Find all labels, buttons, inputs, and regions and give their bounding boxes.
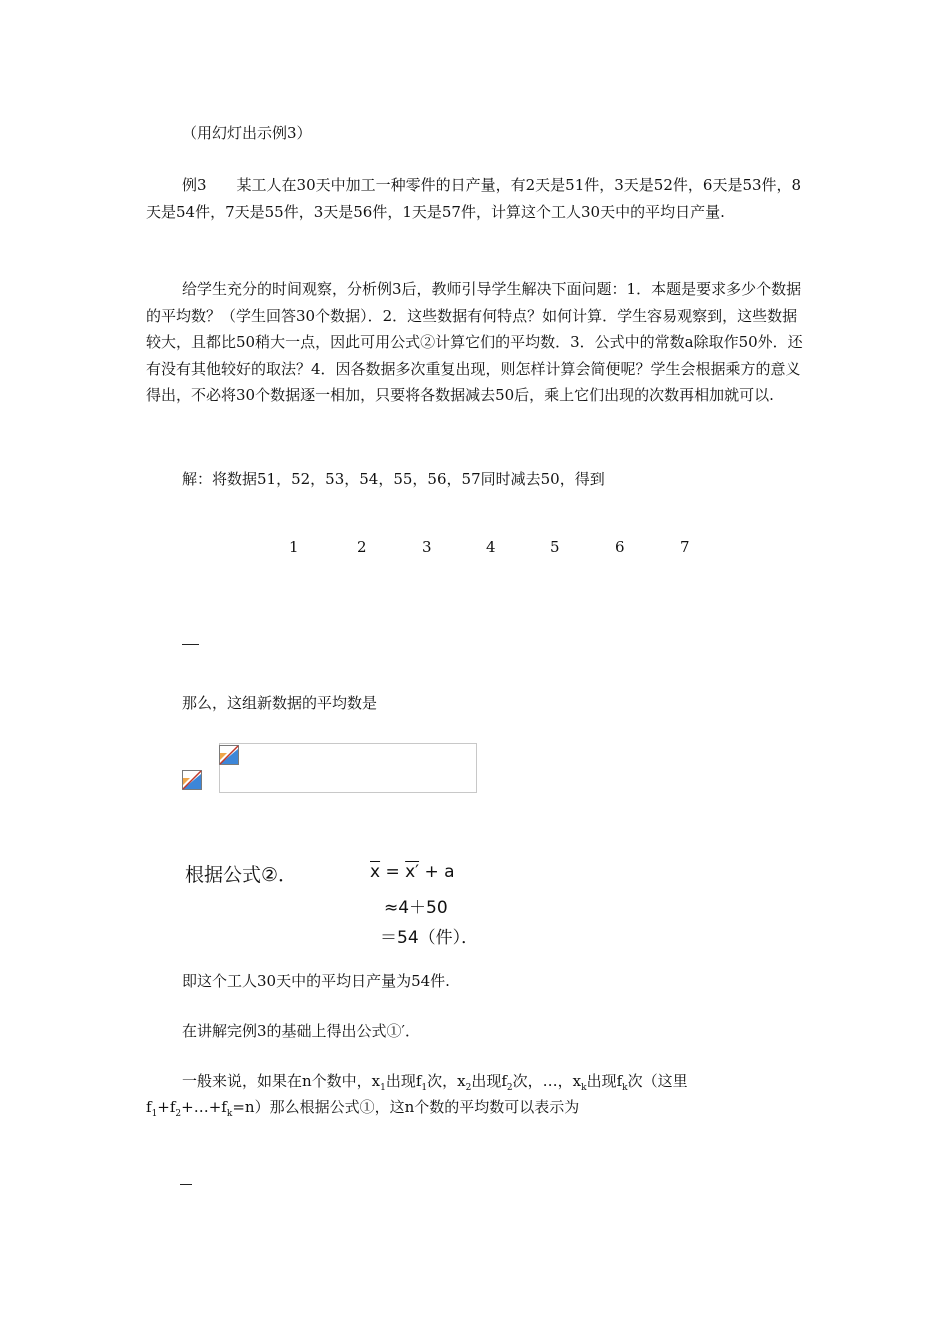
new-data-3: 3	[422, 538, 432, 556]
new-data-6: 6	[615, 538, 625, 556]
x-bar: $\overline{x}$	[370, 862, 381, 882]
equals-sign: =	[385, 862, 400, 882]
text-run: 一般来说，如果在n个数中，x	[182, 1072, 381, 1090]
subscript: 1	[151, 1109, 158, 1119]
text-run: 出现f	[586, 1072, 623, 1090]
new-data-1: 1	[289, 538, 299, 556]
new-data-2: 2	[357, 538, 367, 556]
subscript: 1	[380, 1083, 386, 1093]
formula-line-2: ≈4＋50	[384, 898, 448, 918]
text-run: 次，…，x	[512, 1072, 582, 1090]
text-run: ）那么根据公式①，这n个数的平均数可以表示为	[254, 1098, 580, 1116]
analysis-text: 给学生充分的时间观察，分析例3后，教师引导学生解决下面问题：1．本题是要求多少个数据的平均数？（学生回答30个数据）．2．这些数据有何特点？如何计算．学生容易观察到，这些数据较大，且都比50稍大一点，因此可用公式②计算它们的平均数．3．公式中的常数a除取作50外．还有没有其他较好的取法？4．因各数据多次重复出现，则怎样计算会简便呢？学生会根据乘方的意义得出，不必将30个数据逐一相加，只要将各数据减去50后，乘上它们出现的次数再相加就可以.	[146, 280, 803, 404]
subscript: k	[226, 1109, 233, 1119]
formula-line-3: ＝54（件）．	[380, 928, 479, 948]
slide-note: （用幻灯出示例3）	[182, 124, 312, 142]
example-3-text: 例3 某工人在30天中加工一种零件的日产量，有2天是51件，3天是52件，6天是53件，8天是54件，7天是55件，3天是56件，1天是57件，计算这个工人30天中的平均日产量.	[146, 176, 802, 221]
new-data-4: 4	[486, 538, 496, 556]
missing-image-frame	[219, 743, 477, 793]
subscript: k	[581, 1083, 587, 1093]
text-run: f	[146, 1098, 152, 1116]
text-run: 出现f	[471, 1072, 507, 1090]
x-prime-bar: x′	[405, 862, 420, 882]
formula-line-1	[370, 862, 455, 882]
text-run: =n	[232, 1098, 255, 1116]
solution-text: 解：将数据51，52，53，54，55，56，57同时减去50，得到	[182, 470, 605, 488]
placeholder-dash	[182, 644, 199, 645]
text-run: 次（这里	[627, 1072, 688, 1090]
result-text: 即这个工人30天中的平均日产量为54件.	[182, 972, 450, 990]
general-line-1	[182, 1070, 688, 1093]
text-run: 次，x	[427, 1072, 466, 1090]
formula-label: 根据公式②．	[185, 864, 298, 886]
text-run: 出现f	[385, 1072, 422, 1090]
new-data-7: 7	[680, 538, 690, 556]
subscript: 2	[465, 1083, 472, 1093]
plus-a: + a	[424, 862, 455, 882]
new-data-5: 5	[550, 538, 560, 556]
broken-image-icon	[219, 745, 239, 765]
subscript: k	[622, 1083, 628, 1093]
derive-text: 在讲解完例3的基础上得出公式①′．	[182, 1022, 420, 1040]
subscript: 2	[506, 1083, 513, 1093]
subscript: 2	[175, 1109, 182, 1119]
text-run: +f	[157, 1098, 176, 1116]
general-line-2	[146, 1096, 579, 1119]
subscript: 1	[421, 1083, 428, 1093]
text-run: +…+f	[181, 1098, 227, 1116]
broken-image-icon	[182, 770, 202, 790]
placeholder-dash	[180, 1184, 192, 1185]
mean-line: 那么，这组新数据的平均数是	[182, 694, 378, 712]
